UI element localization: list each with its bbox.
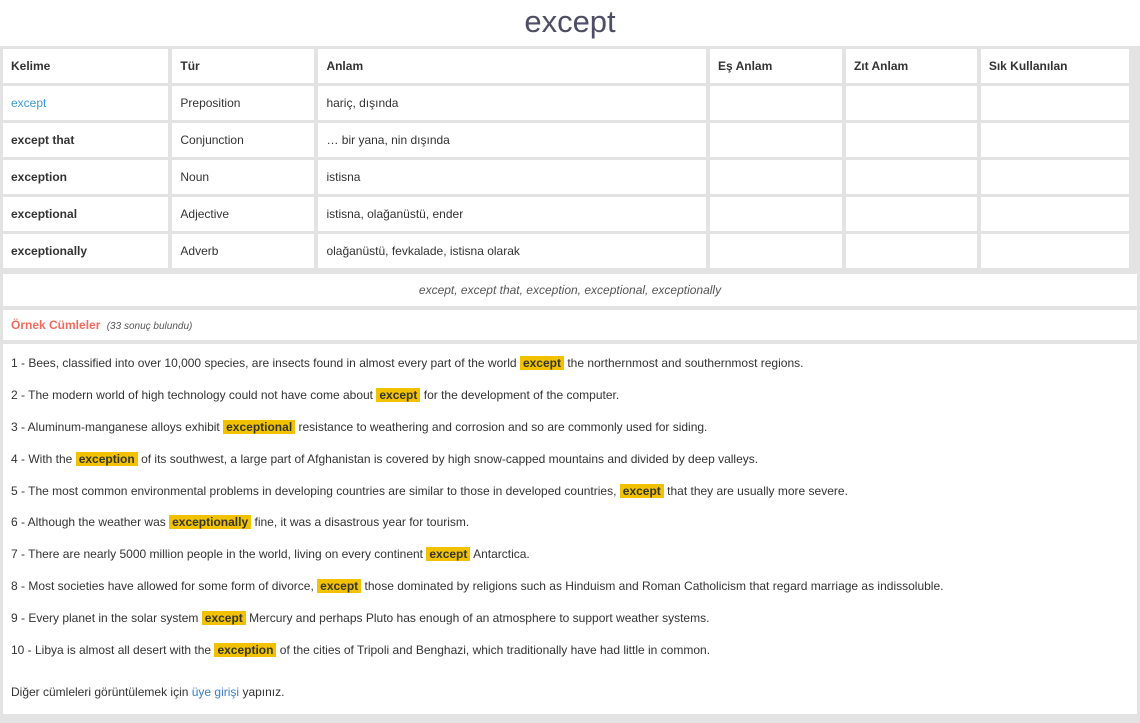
type-cell: Adverb	[172, 234, 314, 268]
antonym-cell	[846, 160, 977, 194]
word-cell: exceptionally	[3, 234, 168, 268]
header-common: Sık Kullanılan	[981, 49, 1129, 83]
meaning-cell: olağanüstü, fevkalade, istisna olarak	[318, 234, 706, 268]
login-note-text: yapınız.	[242, 684, 285, 699]
example-sentence	[11, 606, 1129, 638]
type-cell: Noun	[172, 160, 314, 194]
antonym-cell	[846, 197, 977, 231]
sentence-text: 7 - There are nearly 5000 million people in the world, living on every continent	[11, 547, 424, 562]
meaning-cell: hariç, dışında	[318, 86, 706, 120]
type-cell: Conjunction	[172, 123, 314, 157]
example-sentence	[11, 447, 1129, 479]
sentence-text: of its southwest, a large part of Afghanistan is covered by high snow-capped mountains and divided by deep valleys.	[141, 451, 759, 466]
page-title: except	[524, 4, 616, 39]
sentence-text: 6 - Although the weather was	[11, 515, 166, 530]
content-panel	[0, 46, 1140, 723]
meaning-cell: istisna	[318, 160, 706, 194]
example-sentence	[11, 479, 1129, 511]
example-sentence	[11, 415, 1129, 447]
sentence-text: for the development of the computer.	[423, 387, 620, 402]
antonym-cell	[846, 123, 977, 157]
highlighted-word: except	[426, 547, 470, 561]
header-type: Tür	[172, 49, 314, 83]
highlighted-word: except	[520, 356, 564, 370]
highlighted-word: exceptionally	[169, 515, 251, 529]
common-cell	[981, 86, 1129, 120]
header-word: Kelime	[3, 49, 168, 83]
common-cell	[981, 197, 1129, 231]
sentence-text: that they are usually more severe.	[667, 483, 848, 498]
header-meaning: Anlam	[318, 49, 706, 83]
example-sentence	[11, 638, 1129, 670]
synonym-cell	[710, 197, 842, 231]
word-cell: exceptional	[3, 197, 168, 231]
meaning-cell: istisna, olağanüstü, ender	[318, 197, 706, 231]
common-cell	[981, 123, 1129, 157]
login-note-text: Diğer cümleleri görüntülemek için	[11, 684, 189, 699]
example-sentence	[11, 351, 1129, 383]
synonym-cell	[710, 86, 842, 120]
examples-title: Örnek Cümleler	[11, 318, 101, 332]
word-cell: exception	[3, 160, 168, 194]
sentence-text: fine, it was a disastrous year for tourism.	[254, 515, 470, 530]
type-cell: Preposition	[172, 86, 314, 120]
sentence-text: 4 - With the	[11, 451, 73, 466]
examples-count: (33 sonuç bulundu)	[106, 321, 193, 332]
sentence-text: the northernmost and southernmost regions.	[567, 356, 804, 370]
sentence-text: Mercury and perhaps Pluto has enough of an atmosphere to support weather systems.	[249, 611, 710, 626]
header-antonym: Zıt Anlam	[846, 49, 977, 83]
sentence-text: 1 - Bees, classified into over 10,000 species, are insects found in almost every part of the world	[11, 356, 517, 370]
table-row	[3, 86, 1129, 120]
highlighted-word: except	[202, 611, 246, 625]
antonym-cell	[846, 86, 977, 120]
table-header-row	[3, 49, 1129, 83]
word-table	[0, 46, 1133, 271]
highlighted-word: exceptional	[223, 420, 295, 434]
sentence-text: resistance to weathering and corrosion and so are commonly used for siding.	[298, 419, 708, 434]
login-link[interactable]: üye girişi	[191, 684, 240, 699]
sentence-text: 9 - Every planet in the solar system	[11, 611, 199, 626]
synonym-cell	[710, 123, 842, 157]
word-link[interactable]: except	[3, 86, 168, 120]
table-row	[3, 123, 1129, 157]
meaning-cell: … bir yana, nin dışında	[318, 123, 706, 157]
table-row	[3, 234, 1129, 268]
table-row	[3, 160, 1129, 194]
word-variants: except, except that, exception, exceptional, exceptionally	[3, 274, 1137, 306]
common-cell	[981, 160, 1129, 194]
header-synonym: Eş Anlam	[710, 49, 842, 83]
table-row	[3, 197, 1129, 231]
synonym-cell	[710, 234, 842, 268]
sentence-text: 8 - Most societies have allowed for some form of divorce,	[11, 579, 314, 594]
highlighted-word: exception	[76, 452, 138, 466]
sentence-text: 10 - Libya is almost all desert with the	[11, 643, 212, 658]
login-note	[11, 682, 1129, 702]
sentence-text: those dominated by religions such as Hinduism and Roman Catholicism that regard marriage as indissoluble.	[364, 579, 944, 594]
sentence-text: 2 - The modern world of high technology could not have come about	[11, 387, 374, 402]
highlighted-word: except	[620, 484, 664, 498]
antonym-cell	[846, 234, 977, 268]
example-sentences	[3, 344, 1137, 714]
example-sentence	[11, 574, 1129, 606]
synonym-cell	[710, 160, 842, 194]
highlighted-word: except	[376, 388, 420, 402]
highlighted-word: except	[317, 579, 361, 593]
common-cell	[981, 234, 1129, 268]
example-sentence	[11, 542, 1129, 574]
sentence-text: Antarctica.	[473, 547, 530, 562]
sentence-text: 3 - Aluminum-manganese alloys exhibit	[11, 419, 220, 434]
type-cell: Adjective	[172, 197, 314, 231]
highlighted-word: exception	[214, 643, 276, 657]
examples-header	[3, 310, 1137, 340]
word-cell: except that	[3, 123, 168, 157]
sentence-text: of the cities of Tripoli and Benghazi, which traditionally have had little in common.	[279, 643, 711, 658]
example-sentence	[11, 383, 1129, 415]
sentence-text: 5 - The most common environmental problems in developing countries are similar to those in developed countries,	[11, 483, 617, 498]
example-sentence	[11, 510, 1129, 542]
